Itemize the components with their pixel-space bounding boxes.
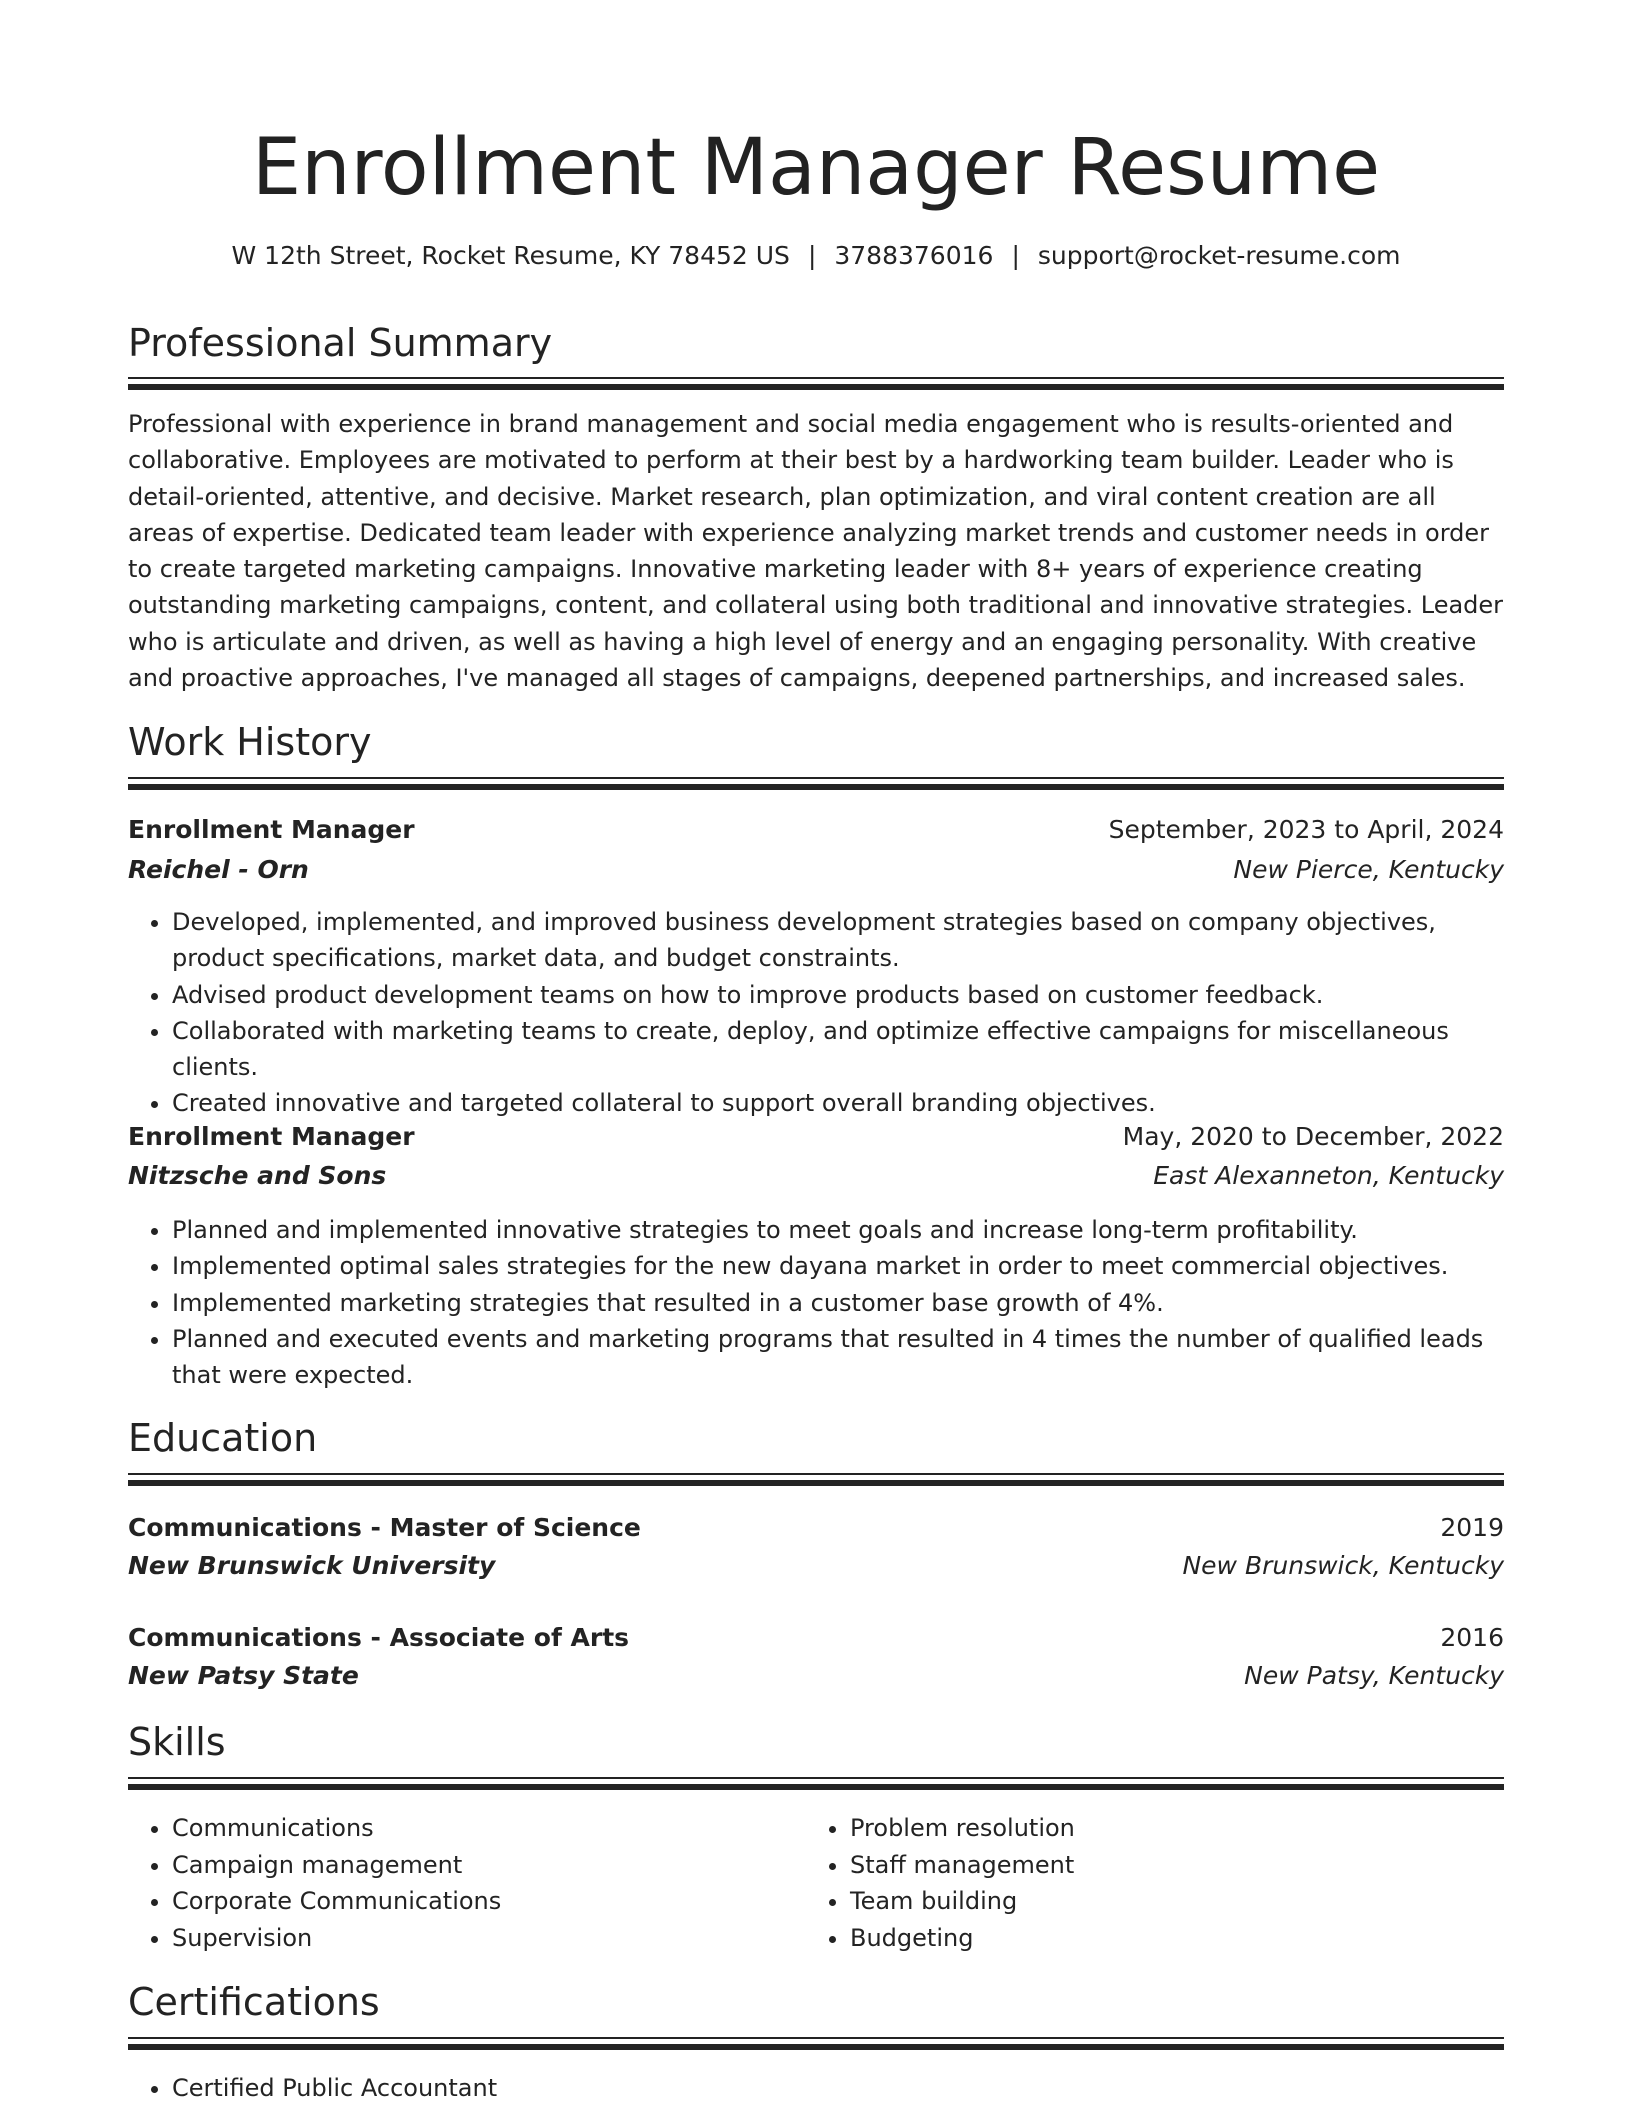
job-title: Enrollment Manager xyxy=(128,815,415,844)
job-title: Enrollment Manager xyxy=(128,1122,415,1151)
list-item: • Supervision xyxy=(172,1920,806,1957)
education-degree: Communications - Associate of Arts xyxy=(128,1623,630,1652)
education-school: New Brunswick University xyxy=(128,1551,496,1580)
resume-title: Enrollment Manager Resume xyxy=(251,123,1381,213)
contact-separator: | xyxy=(1011,241,1020,270)
job-subheader xyxy=(128,851,1504,889)
list-item: • Planned and executed events and marketing programs that resulted in 4 times the number of qualified leads that were expected. xyxy=(172,1321,1504,1394)
job-header xyxy=(128,1118,1504,1156)
job-location: New Pierce, Kentucky xyxy=(1233,855,1504,884)
list-item: • Planned and implemented innovative strategies to meet goals and increase long-term profitability. xyxy=(172,1212,1504,1248)
section-divider xyxy=(128,2037,1504,2050)
list-item: • Implemented optimal sales strategies for the new dayana market in order to meet commercial objectives. xyxy=(172,1248,1504,1284)
contact-separator: | xyxy=(807,241,817,270)
education-location: New Patsy, Kentucky xyxy=(1244,1661,1504,1690)
section-heading-summary: Professional Summary xyxy=(128,321,553,365)
list-item: • Created innovative and targeted collateral to support overall branding objectives. xyxy=(172,1085,1504,1121)
list-item: • Certified Public Accountant xyxy=(172,2070,1504,2107)
section-divider xyxy=(128,1777,1504,1790)
section-divider xyxy=(128,777,1504,790)
job-company: Nitzsche and Sons xyxy=(128,1161,387,1190)
list-item: • Communications xyxy=(172,1810,806,1847)
education-school: New Patsy State xyxy=(128,1661,359,1690)
education-degree: Communications - Master of Science xyxy=(128,1513,641,1542)
section-divider xyxy=(128,377,1504,390)
list-item: • Corporate Communications xyxy=(172,1883,806,1920)
list-item: • Collaborated with marketing teams to create, deploy, and optimize effective campaigns for miscellaneous clients. xyxy=(172,1013,1504,1086)
section-heading-certifications: Certifications xyxy=(128,1980,380,2024)
education-year: 2019 xyxy=(1440,1513,1504,1542)
list-item: • Budgeting xyxy=(850,1920,1504,1957)
section-heading-work: Work History xyxy=(128,720,372,764)
job-location: East Alexanneton, Kentucky xyxy=(1153,1161,1504,1190)
job-dates: May, 2020 to December, 2022 xyxy=(1122,1122,1504,1151)
education-subheader xyxy=(128,1657,1504,1695)
skills-list-right xyxy=(806,1810,1504,1956)
list-item: • Implemented marketing strategies that resulted in a customer base growth of 4%. xyxy=(172,1285,1504,1321)
job-company: Reichel - Orn xyxy=(128,855,309,884)
list-item: • Advised product development teams on how to improve products based on customer feedback. xyxy=(172,977,1504,1013)
contact-email: support@rocket-resume.com xyxy=(1037,241,1401,270)
list-item: • Team building xyxy=(850,1883,1504,1920)
list-item: • Staff management xyxy=(850,1847,1504,1884)
skills-list-left xyxy=(128,1810,806,1956)
list-item: • Campaign management xyxy=(172,1847,806,1884)
certifications-list xyxy=(128,2070,1504,2107)
education-header xyxy=(128,1509,1504,1547)
job-header xyxy=(128,811,1504,849)
section-heading-skills: Skills xyxy=(128,1720,226,1764)
job-subheader xyxy=(128,1157,1504,1195)
education-year: 2016 xyxy=(1440,1623,1504,1652)
job-dates: September, 2023 to April, 2024 xyxy=(1108,815,1504,844)
list-item: • Problem resolution xyxy=(850,1810,1504,1847)
education-subheader xyxy=(128,1547,1504,1585)
summary-text: Professional with experience in brand management and social media engagement who is results-oriented and collaborative. Employees are motivated to perform at their best by a hardworking team builder. Leader who is detail-oriented, attentive, and decisive. Market research, plan optimization, and viral content creation are all areas of expertise. Dedicated team leader with experience analyzing market trends and customer needs in order to create targeted marketing campaigns. Innovative marketing leader with 8+ years of experience creating outstanding marketing campaigns, content, and collateral using both traditional and innovative strategies. Leader who is articulate and driven, as well as having a high level of energy and an engaging personality. With creative and proactive approaches, I've managed all stages of campaigns, deepened partnerships, and increased sales. xyxy=(128,410,1504,693)
contact-phone: 3788376016 xyxy=(834,241,994,270)
contact-line xyxy=(128,238,1504,274)
list-item: • Developed, implemented, and improved business development strategies based on company objectives, product specifications, market data, and budget constraints. xyxy=(172,904,1504,977)
contact-address: W 12th Street, Rocket Resume, KY 78452 US xyxy=(231,241,790,270)
education-location: New Brunswick, Kentucky xyxy=(1182,1551,1504,1580)
section-heading-education: Education xyxy=(128,1416,318,1460)
job-bullets xyxy=(128,904,1504,1122)
section-divider xyxy=(128,1473,1504,1486)
job-bullets xyxy=(128,1212,1504,1393)
education-header xyxy=(128,1619,1504,1657)
